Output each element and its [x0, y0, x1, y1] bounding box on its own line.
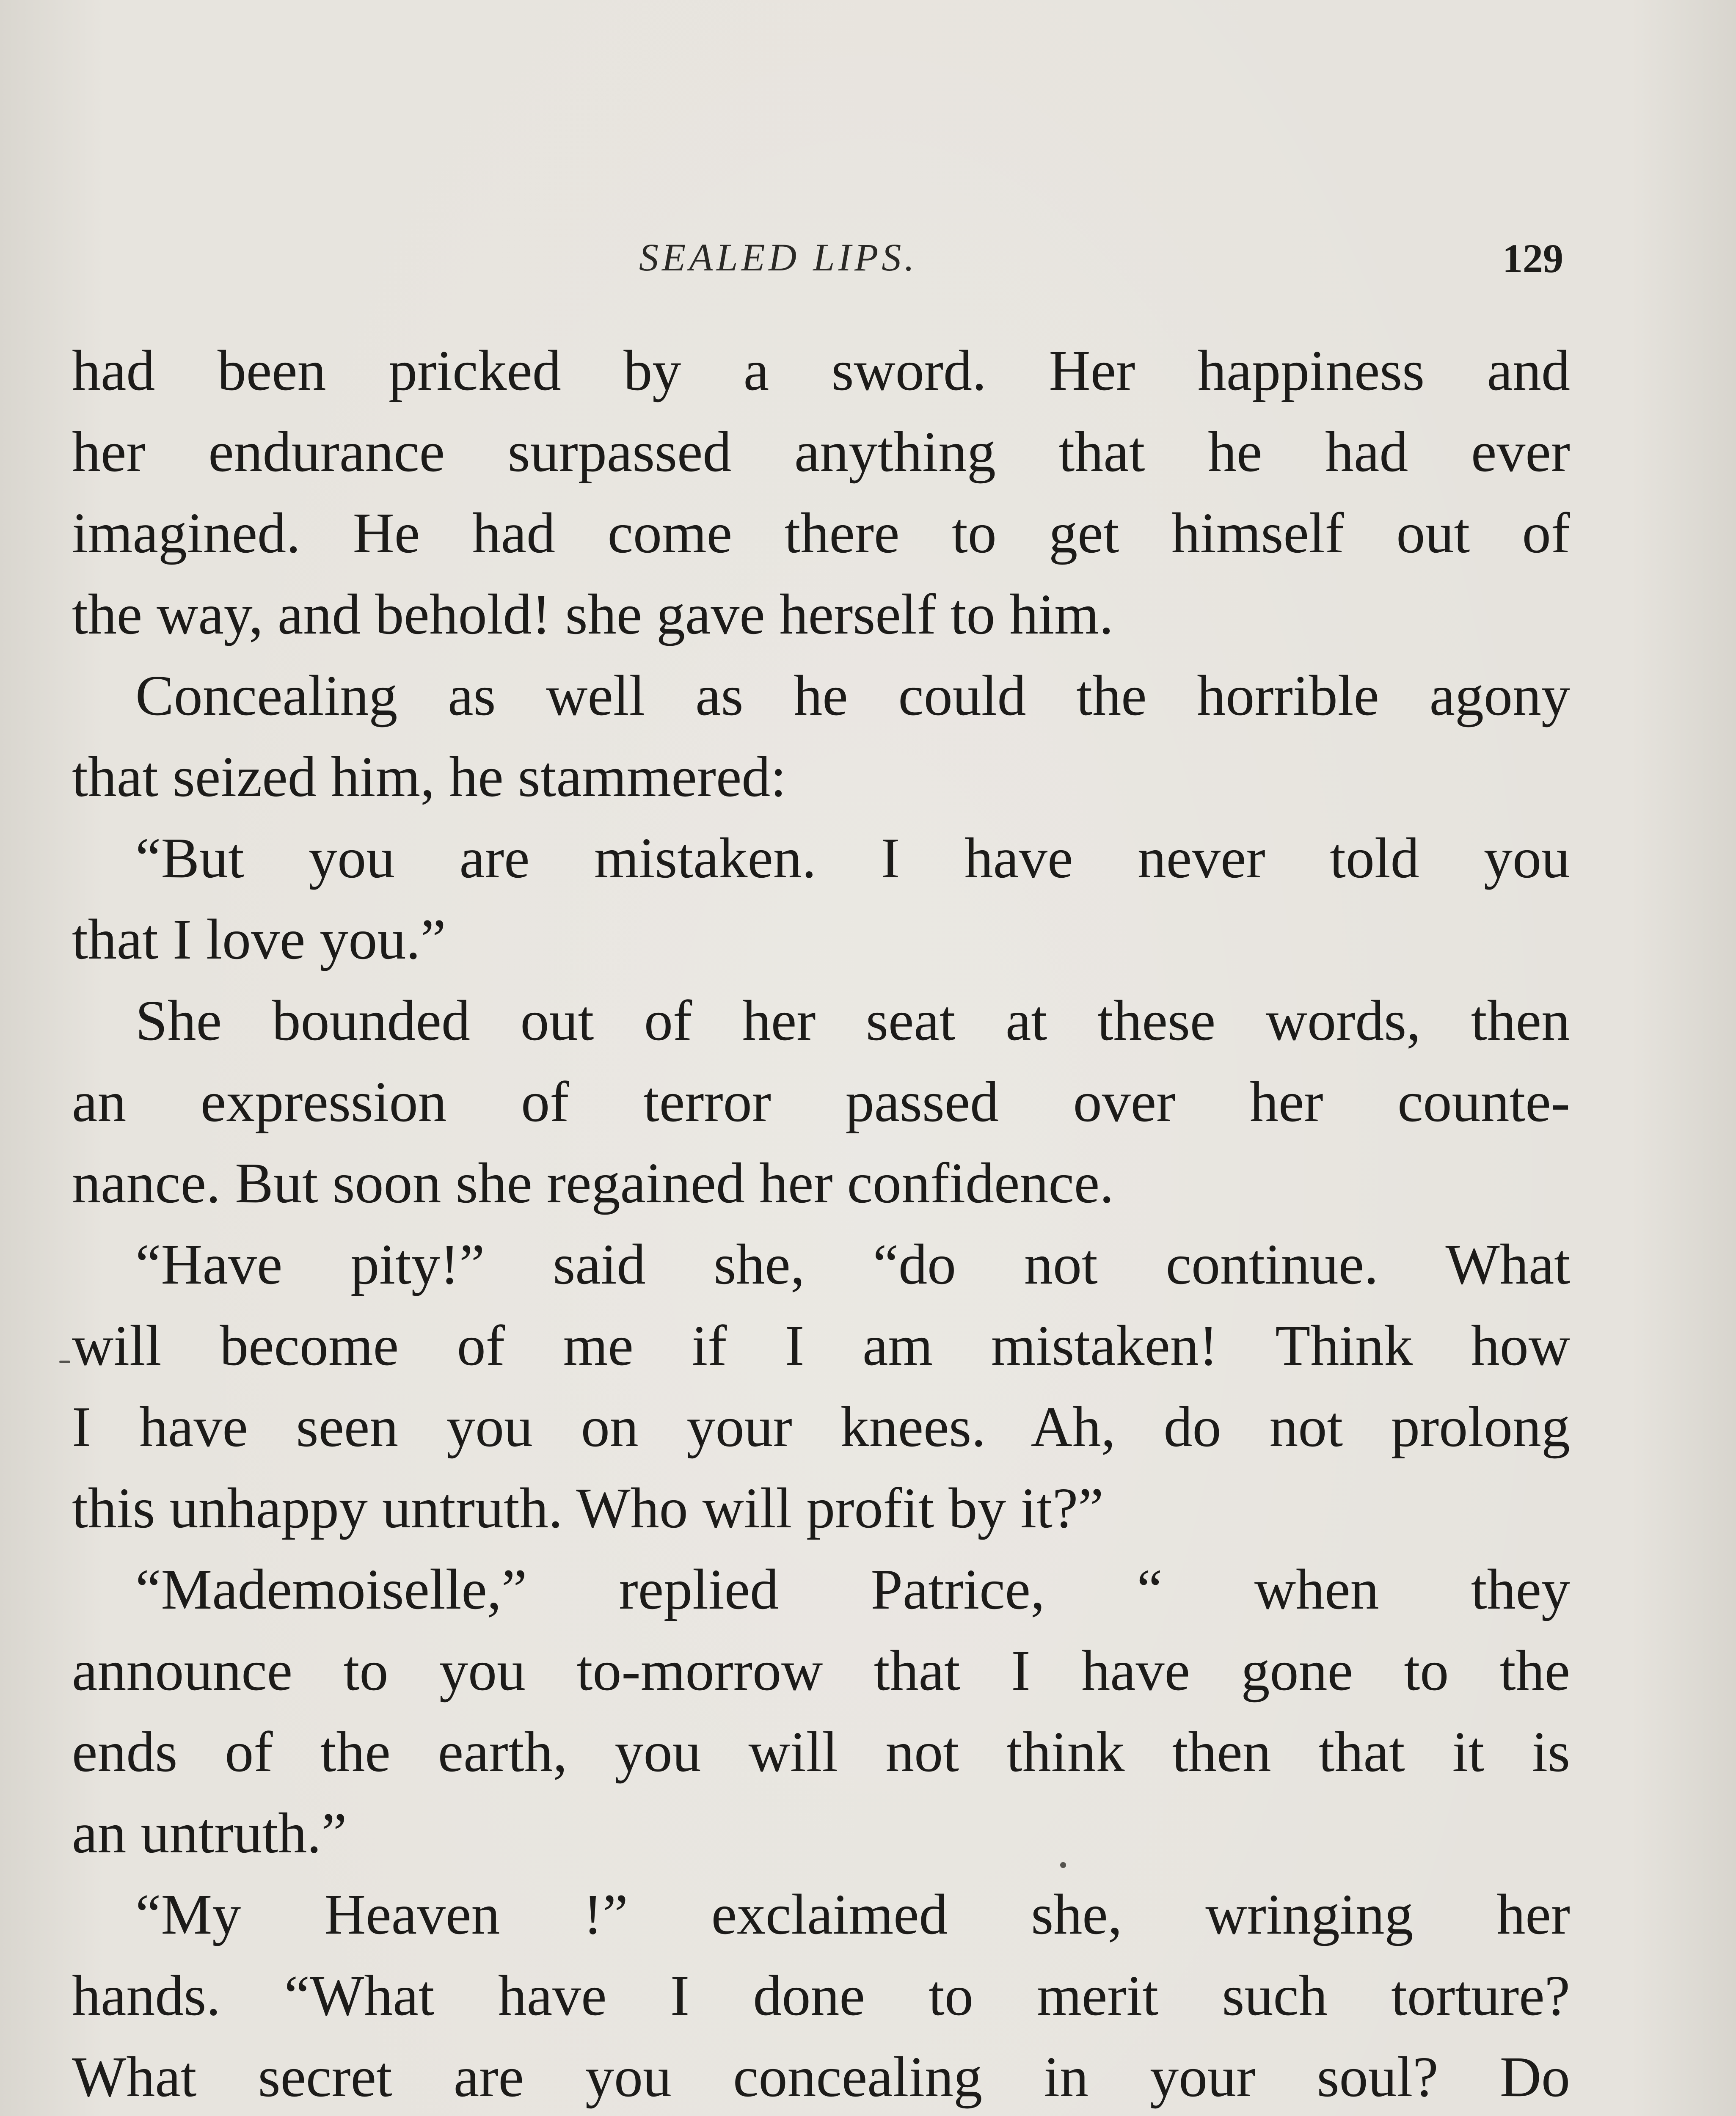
text-line: will become of me if I am mistaken! Think how	[72, 1314, 1570, 1378]
text-line: I have seen you on your knees. Ah, do not prolong	[72, 1395, 1570, 1459]
text-line: ends of the earth, you will not think then that it is	[72, 1720, 1570, 1784]
text-line: “Have pity!” said she, “do not continue. What	[135, 1233, 1570, 1296]
text-line: her endurance surpassed anything that he had ever	[72, 420, 1570, 484]
paper-speck	[1060, 1862, 1066, 1868]
text-line: “But you are mistaken. I have never told you	[135, 827, 1570, 890]
text-line: “Mademoiselle,” replied Patrice, “ when they	[135, 1558, 1570, 1621]
text-line: an expression of terror passed over her counte-	[72, 1070, 1570, 1134]
text-line: What secret are you concealing in your soul? Do	[72, 2045, 1570, 2109]
text-line: this unhappy untruth. Who will profit by it?”	[72, 1477, 1104, 1540]
text-line: “My Heaven !” exclaimed she, wringing her	[135, 1883, 1570, 1946]
running-title: SEALED LIPS.	[639, 236, 918, 279]
text-line: nance. But soon she regained her confidence.	[72, 1152, 1114, 1215]
text-line: She bounded out of her seat at these words, then	[135, 989, 1570, 1052]
text-line: the way, and behold! she gave herself to him.	[72, 583, 1114, 646]
text-line: that I love you.”	[72, 908, 446, 971]
page-number: 129	[1502, 236, 1563, 281]
text-line: had been pricked by a sword. Her happiness and	[72, 339, 1570, 402]
text-line: Concealing as well as he could the horrible agony	[135, 664, 1570, 727]
body-text	[72, 330, 1570, 2116]
text-line: an untruth.”	[72, 1802, 347, 1865]
text-line: imagined. He had come there to get himself out of	[72, 501, 1570, 565]
text-line: hands. “What have I done to merit such torture?	[72, 1964, 1570, 2028]
text-line: announce to you to-morrow that I have gone to the	[72, 1639, 1570, 1703]
text-line: that seized him, he stammered:	[72, 745, 787, 809]
paper-speck	[59, 1361, 70, 1363]
